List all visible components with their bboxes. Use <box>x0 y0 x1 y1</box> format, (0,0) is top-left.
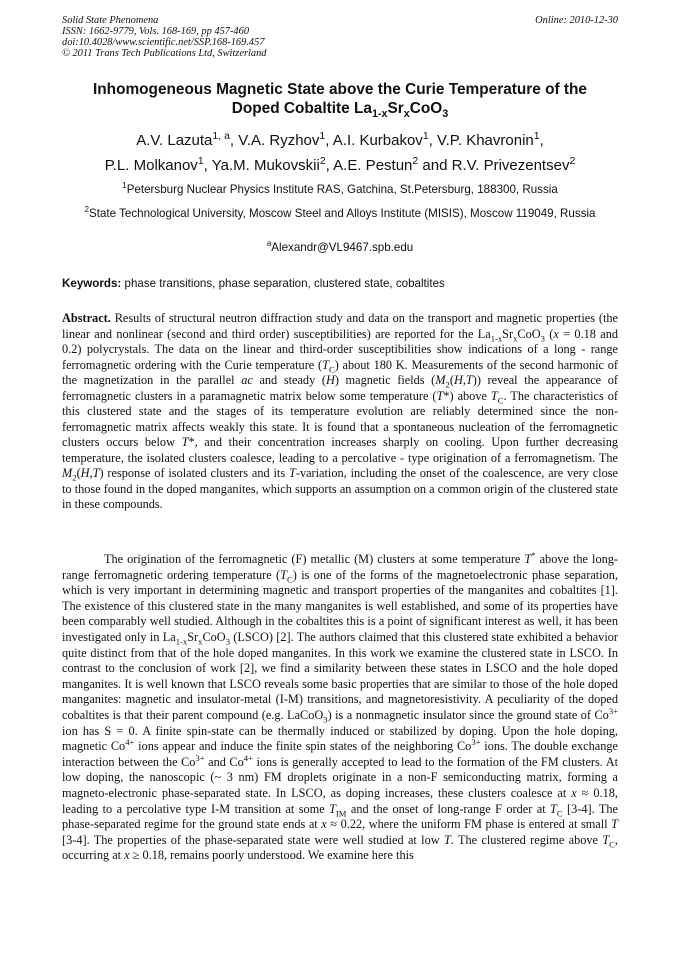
copyright-line: © 2011 Trans Tech Publications Ltd, Switzerland <box>62 48 267 59</box>
paper-title <box>62 80 618 121</box>
issn-line: ISSN: 1662-9779, Vols. 168-169, pp 457-460 <box>62 26 250 37</box>
author: A.V. Lazuta$^{1, a}$, <box>136 130 239 149</box>
keywords-text: phase transitions, phase separation, clustered state, cobaltites <box>121 277 445 290</box>
doi-line: doi:10.4028/www.scientific.net/SSP.168-169.457 <box>62 37 265 48</box>
author: A.I. Kurbakov$^1$, <box>332 130 437 149</box>
author: R.V. Privezentsev$^2$ <box>451 155 576 174</box>
author: Ya.M. Mukovskii$^2$, <box>211 155 334 174</box>
author: V.A. Ryzhov$^1$, <box>238 130 333 149</box>
abstract-paragraph: Abstract. Results of structural neutron diffraction study and data on the transport and magnetic properties (the linear and nonlinear (second and third order) susceptibilities) are reported for the $La_{1-x}Sr_xCoO_3$ (x = 0.18 and 0.2) polycrystals. The data on the linear and third-order susceptibilities show indications of a long - range ferromagnetic ordering with the Curie temperature $(T_C)$ about 180 K. Measurements of the second harmonic of the magnetization in the parallel ac and steady (H) magnetic fields $(M_2(H,T))$ reveal the appearance of ferromagnetic clusters in a paramagnetic matrix below some temperature (T*) above $T_C$. The characteristics of this clustered state and the stages of its temperature evolution are reliably determined since the non-ferromagnetic matrix affects weakly this state. It is found that a spontaneous nucleation of the ferromagnetic clusters occurs below T*, and their concentration increases sharply on cooling. Upon further decreasing temperature, the isolated clusters coalesce, leading to a percolative - type origination of a ferromagnetism. The $M_2(H,T)$ response of isolated clusters and its T-variation, including the onset of the coalescence, are very close to those found in the doped manganites, which supports an assumption on a common origin of the clustered state in these compounds. <box>62 311 619 511</box>
title-line-1: Inhomogeneous Magnetic State above the Curie Temperature of the <box>92 81 587 98</box>
keywords-label: Keywords: <box>62 277 122 290</box>
journal-name: Solid State Phenomena <box>62 15 159 26</box>
author-line-1 <box>62 128 618 153</box>
author: P.L. Molkanov$^1$, <box>104 155 212 174</box>
author: A.E. Pestun$^2$ and <box>333 155 452 174</box>
author-line-2 <box>62 153 618 178</box>
keywords <box>62 276 618 291</box>
affiliation-2: $^2$State Technological University, Moscow Steel and Alloys Institute (MISIS), Moscow 119049, Russia <box>84 205 596 220</box>
intro-paragraph: The origination of the ferromagnetic (F) metallic (M) clusters at some temperature T* above the long-range ferromagnetic ordering temperature $(T_C)$ is one of the forms of the magnetoelectronic phase separation, which is very important in determining magnetic and transport properties of the manganites and cobaltites [1]. The existence of this clustered state in the many manganites is well established, and some of its properties have been comparably well studied. Although in the cobaltites this is a point of significant interest as well, it has been investigated only in $La_{1-x}Sr_xCoO_3$ (LSCO) [2]. The authors claimed that this clustered state exhibited a behavior quite distinct from that of the hole doped manganites. In this work we examine the clustered state in LSCO. In contrast to the conclusion of work [2], we find a similarity between these states in LSCO and the hole doped manganites. It is well known that LSCO reveals some basic properties that are similar to those of the hole doped manganites: magnetic and insulator-metal (I-M) transitions, and magnetoresistivity. A peculiarity of the doped cobaltites is that their parent compound (e.g. LaCoO$_3$) is a nonmagnetic insulator since the ground state of $Co^{3+}$ ion has S = 0. A finite spin-state can be thermally induced or stabilized by doping. Upon the hole doping, magnetic $Co^{4+}$ ions appear and induce the finite spin states of the neighboring $Co^{3+}$ ions. The double exchange interaction between the $Co^{3+}$ and $Co^{4+}$ ions is generally accepted to lead to the formation of the FM clusters. At low doping, the nanoscopic (~ 3 nm) FM droplets originate in a non-F semiconducting matrix, forming a magneto-electronic phase-separated state. In LSCO, as doping increases, these clusters coalesce at x ≈ 0.18, leading to a percolative type I-M transition at some $T_{IM}$ and the onset of long-range F order at $T_C$ [3-4]. The phase-separated regime for the ground state ends at x ≈ 0.22, where the uniform FM phase is entered at small T [3-4]. The properties of the phase-separated state were well studied at low T. The clustered regime above $T_C$, occurring at x ≥ 0.18, remains poorly understood. We examine here this <box>62 549 618 863</box>
author-list <box>62 128 618 178</box>
online-date: Online: 2010-12-30 <box>535 15 618 26</box>
affiliation-1: $^1$Petersburg Nuclear Physics Institute RAS, Gatchina, St.Petersburg, 188300, Russia <box>122 181 558 196</box>
journal-header <box>62 15 618 59</box>
email-affiliation: $^a$Alexandr@VL9467.spb.edu <box>266 239 414 254</box>
author: V.P. Khavronin$^1$, <box>437 130 544 149</box>
abstract-label: Abstract. <box>62 311 111 325</box>
title-line-2: Doped Cobaltite $La_{1-x}Sr_xCoO_3$ <box>231 100 449 121</box>
